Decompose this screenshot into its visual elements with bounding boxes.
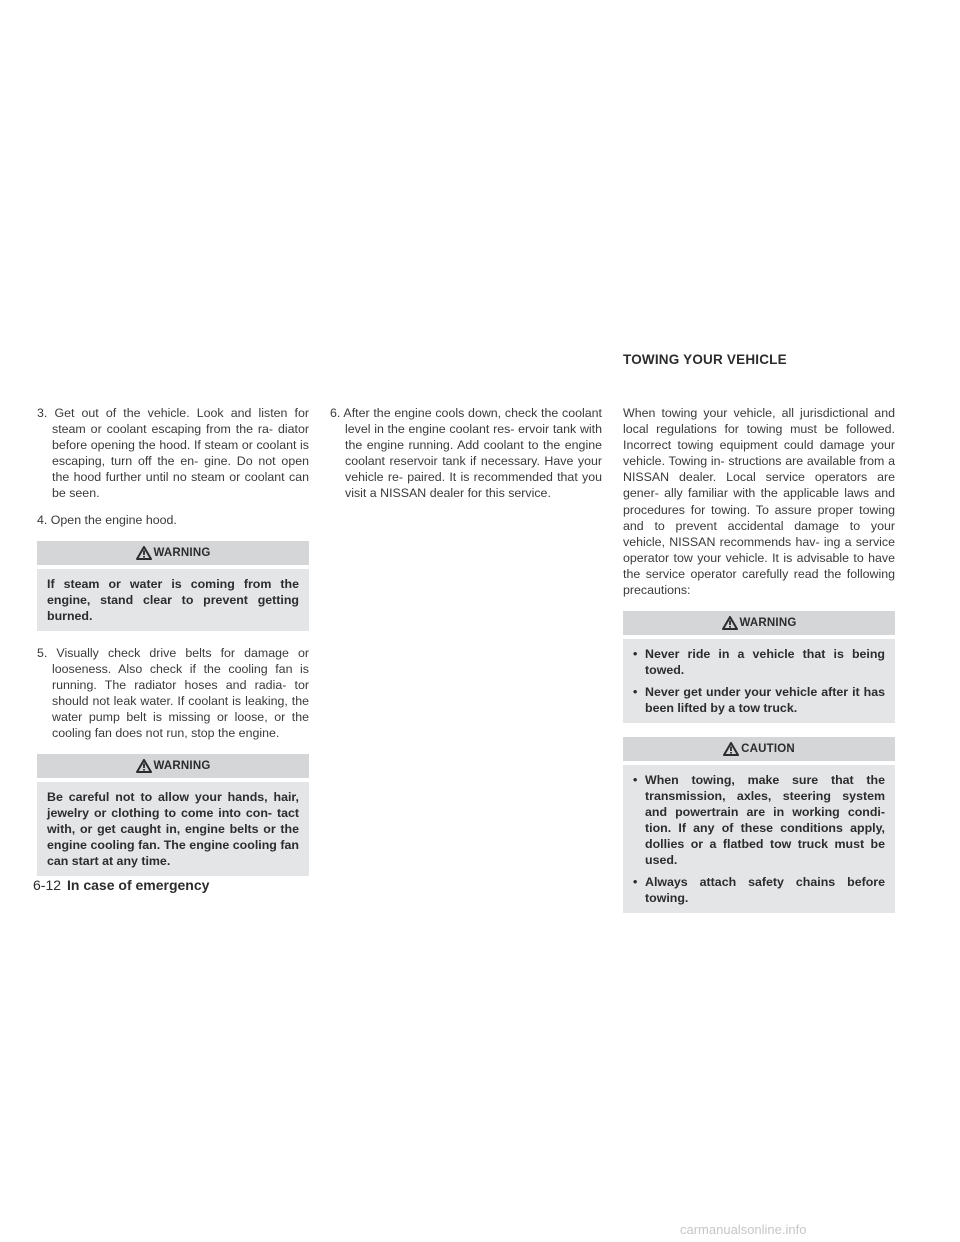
step-3: 3. Get out of the vehicle. Look and listen for steam or coolant escaping from the ra- diator before opening the hood. If steam or coolant is escaping, turn off the en- gine. Do not open the hood further until no steam or coolant can be seen. <box>37 406 309 501</box>
warning-label: WARNING <box>153 546 211 559</box>
list-item: • Never get under your vehicle after it has been lifted by a tow truck. <box>633 685 885 716</box>
watermark: carmanualsonline.info <box>680 1222 807 1237</box>
step-6: 6. After the engine cools down, check the coolant level in the engine coolant res- ervoir tank with the engine running. Add coolant to the engine coolant reservoir tank if necessary. Have your vehicle re- paired. It is recommended that you visit a NISSAN dealer for this service. <box>330 406 602 501</box>
bullet-marker: • <box>633 875 638 890</box>
warning-triangle-icon <box>723 742 739 756</box>
warning-text: Be careful not to allow your hands, hair, jewelry or clothing to come into con- tact with, or get caught in, engine belts or the engine cooling fan. The engine cooling fan can start at any time. <box>37 782 309 876</box>
list-item: • Never ride in a vehicle that is being towed. <box>633 647 885 678</box>
page-footer <box>33 877 209 893</box>
list-item: • Always attach safety chains before towing. <box>633 875 885 906</box>
warning-box-steam <box>37 541 309 631</box>
caution-label: CAUTION <box>741 743 795 756</box>
caution-box-towing <box>623 737 895 913</box>
bullet-marker: • <box>633 647 638 662</box>
warning-header <box>623 611 895 635</box>
page-number: 6-12 <box>33 877 62 893</box>
warning-bullets <box>623 639 895 723</box>
bullet-marker: • <box>633 685 638 700</box>
step-5: 5. Visually check drive belts for damage or looseness. Also check if the cooling fan is running. The radiator hoses and radia- tor should not leak water. If coolant is leaking, the water pump belt is missing or loose, or the cooling fan does not run, stop the engine. <box>37 645 309 741</box>
warning-header <box>37 541 309 565</box>
warning-triangle-icon <box>136 759 152 773</box>
warning-box-towing <box>623 611 895 723</box>
warning-triangle-icon <box>722 616 738 630</box>
column-1 <box>37 405 309 890</box>
warning-label: WARNING <box>739 617 797 630</box>
warning-triangle-icon <box>136 546 152 560</box>
column-3 <box>623 405 895 927</box>
caution-bullets <box>623 765 895 913</box>
caution-header <box>623 737 895 761</box>
section-title-towing: TOWING YOUR VEHICLE <box>623 352 787 367</box>
warning-box-fan <box>37 754 309 876</box>
warning-text: If steam or water is coming from the engine, stand clear to prevent getting burned. <box>37 569 309 631</box>
towing-intro: When towing your vehicle, all jurisdictional and local regulations for towing must be followed. Incorrect towing equipment could damage your vehicle. Towing in- structions are available from a NISSAN dealer. Local service operators are gener- ally familiar with the applicable laws and procedures for towing. To assure proper towing and to prevent accidental damage to your vehicle, NISSAN recommends hav- ing a service operator tow your vehicle. It is advisable to have the service operator carefully read the following precautions: <box>623 406 895 598</box>
list-item: • When towing, make sure that the transmission, axles, steering system and powertrain are in working condi- tion. If any of these conditions apply, dollies or a flatbed tow truck must be used. <box>633 773 885 868</box>
warning-header <box>37 754 309 778</box>
warning-label: WARNING <box>153 760 211 773</box>
chapter-title: In case of emergency <box>67 877 210 893</box>
bullet-marker: • <box>633 773 638 788</box>
step-4: 4. Open the engine hood. <box>37 512 177 527</box>
column-2 <box>330 405 602 512</box>
